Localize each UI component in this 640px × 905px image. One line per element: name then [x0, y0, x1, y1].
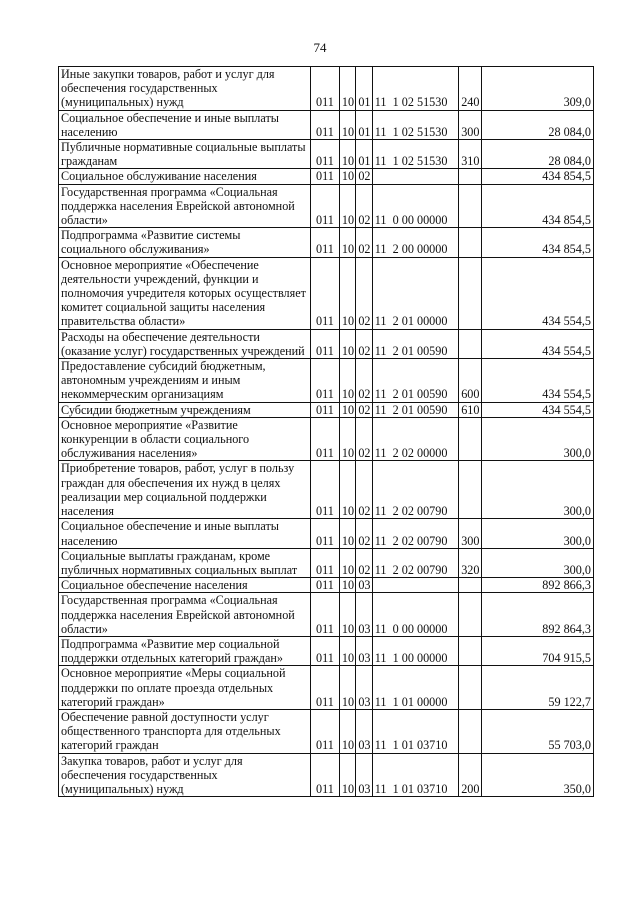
row-name: Основное мероприятие «Развитие конкуренции в области социального обслуживания населения» [61, 417, 250, 461]
row-ministry-code: 011 [311, 67, 340, 111]
row-amount: 434 854,5 [481, 169, 593, 184]
row-section-code: 10 [339, 417, 355, 461]
row-target-code: 11 2 02 00790 [372, 519, 458, 548]
row-ministry-code: 011 [311, 461, 340, 519]
row-expense-type-code: 240 [459, 67, 482, 111]
row-target-code: 11 2 02 00790 [372, 461, 458, 519]
row-section-code: 10 [339, 666, 355, 710]
table-row [59, 329, 594, 358]
row-section-code: 10 [339, 169, 355, 184]
row-section-code: 10 [339, 110, 355, 139]
row-section-code: 10 [339, 402, 355, 417]
table-row [59, 461, 594, 519]
row-section-code: 10 [339, 548, 355, 577]
row-target-code: 11 2 00 00000 [372, 228, 458, 257]
row-expense-type-code: 310 [459, 140, 482, 169]
table-row [59, 753, 594, 797]
row-name: Социальное обслуживание населения [61, 169, 257, 184]
row-name-cell [59, 461, 311, 519]
row-subsection-code: 03 [356, 666, 372, 710]
row-section-code: 10 [339, 359, 355, 403]
row-subsection-code: 03 [356, 593, 372, 637]
row-amount: 434 554,5 [481, 402, 593, 417]
row-expense-type-code [459, 578, 482, 593]
row-name: Социальное обеспечение и иные выплаты населению [61, 519, 279, 548]
row-expense-type-code [459, 169, 482, 184]
table-row [59, 666, 594, 710]
row-name: Приобретение товаров, работ, услуг в пользу граждан для обеспечения их нужд в целях реализации мер социальной поддержки населения [61, 461, 295, 519]
row-target-code [372, 169, 458, 184]
row-name-cell [59, 329, 311, 358]
row-name: Социальные выплаты гражданам, кроме публичных нормативных социальных выплат [61, 548, 298, 577]
row-amount: 300,0 [481, 548, 593, 577]
row-amount: 300,0 [481, 461, 593, 519]
row-subsection-code: 03 [356, 709, 372, 753]
row-ministry-code: 011 [311, 228, 340, 257]
row-expense-type-code [459, 417, 482, 461]
row-expense-type-code [459, 709, 482, 753]
row-name-cell [59, 636, 311, 665]
row-expense-type-code [459, 593, 482, 637]
row-name-cell [59, 709, 311, 753]
row-section-code: 10 [339, 257, 355, 329]
row-subsection-code: 01 [356, 140, 372, 169]
row-amount: 892 866,3 [481, 578, 593, 593]
row-ministry-code: 011 [311, 753, 340, 797]
row-expense-type-code: 200 [459, 753, 482, 797]
table-row [59, 140, 594, 169]
table-row [59, 402, 594, 417]
row-subsection-code: 02 [356, 359, 372, 403]
row-subsection-code: 03 [356, 636, 372, 665]
row-target-code [372, 578, 458, 593]
row-name-cell [59, 228, 311, 257]
row-name-cell [59, 666, 311, 710]
row-amount: 434 854,5 [481, 228, 593, 257]
page-number: 74 [313, 40, 327, 55]
row-expense-type-code: 320 [459, 548, 482, 577]
row-target-code: 11 1 00 00000 [372, 636, 458, 665]
row-expense-type-code [459, 228, 482, 257]
row-expense-type-code [459, 666, 482, 710]
row-name: Закупка товаров, работ и услуг для обеспечения государственных (муниципальных) нужд [61, 753, 243, 796]
row-name-cell [59, 753, 311, 797]
row-section-code: 10 [339, 519, 355, 548]
row-ministry-code: 011 [311, 359, 340, 403]
row-ministry-code: 011 [311, 110, 340, 139]
row-section-code: 10 [339, 461, 355, 519]
row-ministry-code: 011 [311, 417, 340, 461]
row-subsection-code: 01 [356, 67, 372, 111]
table-row [59, 593, 594, 637]
row-subsection-code: 02 [356, 548, 372, 577]
table-row [59, 578, 594, 593]
row-target-code: 11 2 02 00000 [372, 417, 458, 461]
row-target-code: 11 1 02 51530 [372, 67, 458, 111]
row-amount: 434 554,5 [481, 329, 593, 358]
row-section-code: 10 [339, 329, 355, 358]
row-amount: 300,0 [481, 519, 593, 548]
row-name-cell [59, 417, 311, 461]
row-section-code: 10 [339, 184, 355, 228]
row-ministry-code: 011 [311, 519, 340, 548]
row-section-code: 10 [339, 578, 355, 593]
row-target-code: 11 2 01 00000 [372, 257, 458, 329]
row-name-cell [59, 140, 311, 169]
table-row [59, 67, 594, 111]
row-ministry-code: 011 [311, 140, 340, 169]
row-name-cell [59, 578, 311, 593]
row-name-cell [59, 359, 311, 403]
row-section-code: 10 [339, 753, 355, 797]
row-name-cell [59, 110, 311, 139]
row-expense-type-code: 600 [459, 359, 482, 403]
row-ministry-code: 011 [311, 329, 340, 358]
table-row [59, 257, 594, 329]
row-amount: 434 854,5 [481, 184, 593, 228]
row-name-cell [59, 593, 311, 637]
row-ministry-code: 011 [311, 666, 340, 710]
row-amount: 350,0 [481, 753, 593, 797]
row-expense-type-code [459, 184, 482, 228]
row-target-code: 11 1 01 03710 [372, 709, 458, 753]
row-amount: 55 703,0 [481, 709, 593, 753]
row-amount: 300,0 [481, 417, 593, 461]
row-name: Основное мероприятие «Обеспечение деятельности учреждений, функции и полномочия учредителя которых осуществляет комитет социальной защиты населения правительства области» [61, 257, 306, 329]
row-name-cell [59, 402, 311, 417]
budget-table [58, 66, 594, 797]
row-section-code: 10 [339, 636, 355, 665]
row-expense-type-code: 300 [459, 519, 482, 548]
row-name: Социальное обеспечение населения [61, 578, 248, 593]
table-row [59, 169, 594, 184]
row-section-code: 10 [339, 67, 355, 111]
row-amount: 434 554,5 [481, 257, 593, 329]
row-ministry-code: 011 [311, 578, 340, 593]
row-target-code: 11 1 01 03710 [372, 753, 458, 797]
row-target-code: 11 2 02 00790 [372, 548, 458, 577]
row-amount: 28 084,0 [481, 140, 593, 169]
table-row [59, 417, 594, 461]
row-ministry-code: 011 [311, 169, 340, 184]
row-section-code: 10 [339, 709, 355, 753]
row-target-code: 11 0 00 00000 [372, 184, 458, 228]
row-name: Подпрограмма «Развитие мер социальной поддержки отдельных категорий граждан» [61, 636, 283, 666]
row-name-cell [59, 519, 311, 548]
row-name: Основное мероприятие «Меры социальной поддержки по оплате проезда отдельных категорий граждан» [61, 666, 286, 709]
row-section-code: 10 [339, 593, 355, 637]
row-subsection-code: 02 [356, 417, 372, 461]
row-name: Государственная программа «Социальная поддержка населения Еврейской автономной области» [61, 184, 295, 228]
row-section-code: 10 [339, 140, 355, 169]
row-ministry-code: 011 [311, 593, 340, 637]
row-subsection-code: 01 [356, 110, 372, 139]
row-target-code: 11 0 00 00000 [372, 593, 458, 637]
row-subsection-code: 02 [356, 519, 372, 548]
row-name: Предоставление субсидий бюджетным, автономным учреждениям и иным некоммерческим организациям [61, 359, 266, 402]
row-name: Социальное обеспечение и иные выплаты населению [61, 110, 279, 139]
row-subsection-code: 02 [356, 329, 372, 358]
row-amount: 59 122,7 [481, 666, 593, 710]
table-row [59, 709, 594, 753]
row-ministry-code: 011 [311, 709, 340, 753]
row-target-code: 11 2 01 00590 [372, 359, 458, 403]
row-subsection-code: 02 [356, 257, 372, 329]
row-name-cell [59, 169, 311, 184]
row-amount: 892 864,3 [481, 593, 593, 637]
row-expense-type-code [459, 257, 482, 329]
row-name: Подпрограмма «Развитие системы социального обслуживания» [61, 228, 241, 257]
row-expense-type-code [459, 636, 482, 665]
row-name: Публичные нормативные социальные выплаты гражданам [61, 140, 306, 169]
row-expense-type-code [459, 461, 482, 519]
table-row [59, 548, 594, 577]
row-name: Обеспечение равной доступности услуг общественного транспорта для отдельных категорий граждан [61, 709, 281, 753]
row-ministry-code: 011 [311, 548, 340, 577]
row-subsection-code: 02 [356, 169, 372, 184]
row-name: Субсидии бюджетным учреждениям [61, 402, 251, 417]
row-amount: 704 915,5 [481, 636, 593, 665]
row-target-code: 11 1 01 00000 [372, 666, 458, 710]
table-row [59, 228, 594, 257]
table-row [59, 184, 594, 228]
row-name: Расходы на обеспечение деятельности (оказание услуг) государственных учреждений [61, 329, 305, 358]
row-ministry-code: 011 [311, 402, 340, 417]
row-subsection-code: 03 [356, 578, 372, 593]
row-ministry-code: 011 [311, 257, 340, 329]
row-subsection-code: 02 [356, 402, 372, 417]
row-name-cell [59, 257, 311, 329]
row-amount: 434 554,5 [481, 359, 593, 403]
row-expense-type-code [459, 329, 482, 358]
row-target-code: 11 2 01 00590 [372, 329, 458, 358]
row-ministry-code: 011 [311, 184, 340, 228]
row-amount: 309,0 [481, 67, 593, 111]
table-row [59, 359, 594, 403]
row-subsection-code: 02 [356, 461, 372, 519]
row-target-code: 11 2 01 00590 [372, 402, 458, 417]
row-target-code: 11 1 02 51530 [372, 110, 458, 139]
row-subsection-code: 02 [356, 228, 372, 257]
row-subsection-code: 02 [356, 184, 372, 228]
row-name-cell [59, 67, 311, 111]
row-name-cell [59, 548, 311, 577]
row-amount: 28 084,0 [481, 110, 593, 139]
row-section-code: 10 [339, 228, 355, 257]
row-target-code: 11 1 02 51530 [372, 140, 458, 169]
table-row [59, 519, 594, 548]
table-row [59, 636, 594, 665]
row-name: Государственная программа «Социальная поддержка населения Еврейской автономной области» [61, 593, 295, 636]
row-name-cell [59, 184, 311, 228]
row-expense-type-code: 610 [459, 402, 482, 417]
budget-table-body [59, 67, 594, 797]
table-row [59, 110, 594, 139]
row-expense-type-code: 300 [459, 110, 482, 139]
row-subsection-code: 03 [356, 753, 372, 797]
row-name: Иные закупки товаров, работ и услуг для обеспечения государственных (муниципальных) нужд [61, 67, 275, 110]
row-ministry-code: 011 [311, 636, 340, 665]
